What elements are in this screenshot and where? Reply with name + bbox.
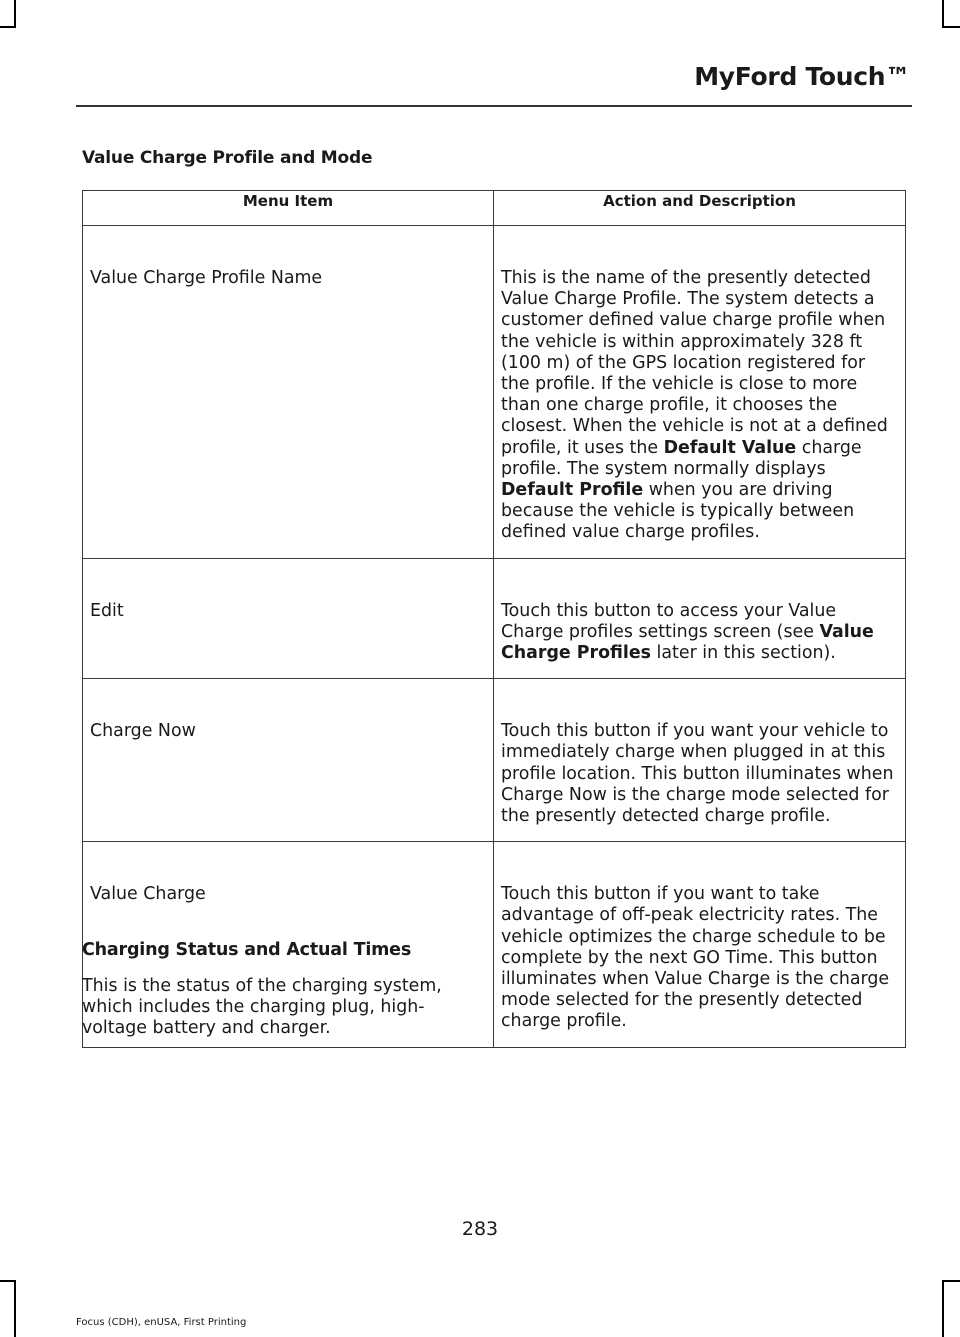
crop-mark bbox=[942, 0, 944, 28]
description-bold-text: Default Profile bbox=[501, 480, 644, 501]
description-bold-text: Value Charge Profiles bbox=[501, 621, 874, 664]
charging-status-body: This is the status of the charging system, which includes the charging plug, high-voltage battery and charger. bbox=[82, 976, 442, 1039]
menu-item-cell: Value Charge Profile Name bbox=[83, 226, 494, 559]
description-cell bbox=[494, 679, 906, 842]
description-text: later in this section). bbox=[651, 643, 836, 664]
crop-mark bbox=[14, 0, 16, 28]
description-text: This is the name of the presently detected Value Charge Profile. The system detects a customer defined value charge profile when the vehicle is within approximately 328 ft (100 m) of the GPS location registered for the profile. If the vehicle is close to more than one charge profile, it chooses the closest. When the vehicle is not at a defined profile, it uses the bbox=[501, 268, 888, 458]
header-divider bbox=[76, 105, 912, 107]
section-heading: Value Charge Profile and Mode bbox=[82, 148, 373, 168]
column-header-menu-item: Menu Item bbox=[83, 191, 494, 226]
table-row bbox=[83, 558, 906, 679]
page-header-title: MyFord Touch™ bbox=[694, 62, 910, 91]
description-text: Touch this button if you want your vehicle to immediately charge when plugged in at this profile location. This button illuminates when Charge Now is the charge mode selected for the presently detected charge profile. bbox=[501, 721, 894, 827]
column-header-action: Action and Description bbox=[494, 191, 906, 226]
description-text: Touch this button if you want to take advantage of off-peak electricity rates. The vehicle optimizes the charge schedule to be complete by the next GO Time. This button illuminates when Value Charge is the charge mode selected for the presently detected charge profile. bbox=[501, 884, 890, 1032]
table-header-row bbox=[83, 191, 906, 226]
crop-mark bbox=[944, 26, 960, 28]
description-text: when you are driving because the vehicle is typically between defined value charge profiles. bbox=[501, 480, 855, 543]
description-cell bbox=[494, 842, 906, 1047]
table-row bbox=[83, 679, 906, 842]
crop-mark bbox=[0, 26, 14, 28]
edition-footer: Focus (CDH), enUSA, First Printing bbox=[76, 1317, 247, 1328]
table-row bbox=[83, 226, 906, 559]
description-cell bbox=[494, 558, 906, 679]
menu-item-cell: Charge Now bbox=[83, 679, 494, 842]
crop-mark bbox=[0, 1280, 14, 1282]
charging-status-heading: Charging Status and Actual Times bbox=[82, 940, 412, 960]
value-charge-table bbox=[82, 190, 906, 1048]
crop-mark bbox=[14, 1280, 16, 1337]
crop-mark bbox=[942, 1280, 944, 1337]
crop-mark bbox=[944, 1280, 960, 1282]
page-number: 283 bbox=[461, 1218, 499, 1240]
menu-item-cell: Value Charge bbox=[83, 842, 494, 1047]
description-text: Touch this button to access your Value Charge profiles settings screen (see bbox=[501, 600, 837, 642]
description-bold-text: Default Value bbox=[663, 437, 797, 458]
description-cell bbox=[494, 226, 906, 559]
description-text: charge profile. The system normally displays bbox=[501, 437, 862, 479]
menu-item-cell: Edit bbox=[83, 558, 494, 679]
